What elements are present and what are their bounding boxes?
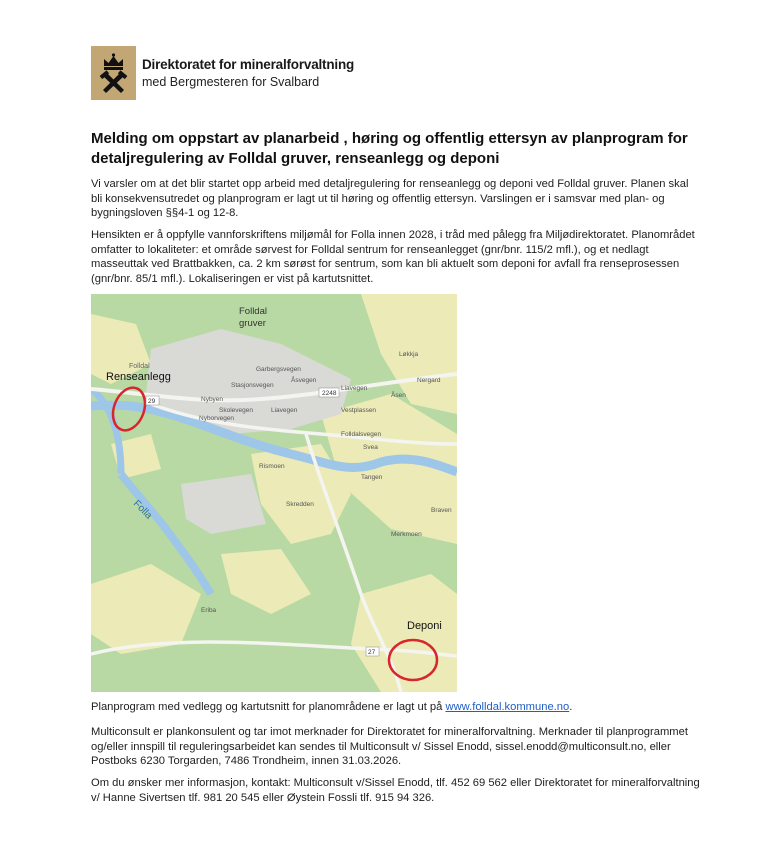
map-label-merkmoen: Merkmoen [391, 531, 422, 538]
map-label-folldalsvegen: Folldalsvegen [341, 431, 382, 438]
map-label-liavegen-2: Liavegen [341, 385, 368, 392]
kommune-link[interactable]: www.folldal.kommune.no [445, 701, 570, 713]
location-map [91, 294, 457, 692]
page-title: Melding om oppstart av planarbeid , høring og offentlig ettersyn av planprogram for detaljregulering av Folldal gruver, renseanlegg og deponi [91, 130, 688, 167]
org-name: Direktoratet for mineralforvaltning [142, 56, 355, 72]
road-badge-27 [366, 647, 379, 656]
planprogram-text: Planprogram med vedlegg og kartutsnitt for planområdene er lagt ut på [91, 701, 446, 713]
map-label-folldal: Folldal [129, 363, 150, 370]
map-label-eriba: Eriba [201, 607, 217, 614]
map-label-lokkja: Løkkja [399, 351, 419, 358]
map-label-rismoen: Rismoen [259, 463, 285, 470]
map-label-garbergsvegen: Garbergsvegen [256, 366, 301, 373]
map-label-stasjonsvegen: Stasjonsvegen [231, 382, 274, 389]
map-label-deponi: Deponi [407, 620, 442, 632]
intro-paragraph: Vi varsler om at det blir startet opp arbeid med detaljregulering for renseanlegg og deponi ved Folldal gruver. Planen skal bli konsekvensutredet og planprogram er lagt ut til høring og offentlig ettersyn. Varslingen er i samsvar med plan- og bygningsloven §§4-1 og 12-8. [91, 178, 689, 220]
purpose-paragraph: Hensikten er å oppfylle vannforskriftens miljømål for Folla innen 2028, i tråd med pålegg fra Miljødirektoratet. Planområdet omfatter to lokaliteter: et område sørvest for Folldal sentrum for renseanlegget (gnr/bnr. 115/2 mfl.), og et nedlagt masseuttak ved Brattbakken, ca. 2 km sørøst for sentrum, som kan bli aktuelt som deponi for avfall fra renseprosessen (gnr/bnr. 85/1 mfl.). Lokaliseringen er vist på kartutsnittet. [91, 229, 695, 285]
svg-text:29: 29 [148, 398, 156, 405]
map-label-folla: Folla [130, 498, 154, 522]
svg-text:27: 27 [368, 649, 376, 656]
map-label-tangen: Tangen [361, 474, 383, 481]
planprogram-end: . [569, 701, 573, 713]
map-label-skolevegen: Skolevegen [219, 407, 253, 414]
svg-text:2248: 2248 [322, 390, 337, 397]
org-subtitle: med Bergmesteren for Svalbard [142, 74, 320, 89]
map-label-nergard: Nergard [417, 377, 441, 384]
road-badge-2248 [319, 388, 339, 397]
map-label-renseanlegg: Renseanlegg [106, 371, 171, 383]
map-label-nyborvegen: Nyborvegen [199, 415, 235, 422]
consultant-paragraph: Multiconsult er plankonsulent og tar imot merknader for Direktoratet for mineralforvaltning. Merknader til planprogrammet og/eller innspill til reguleringsarbeidet kan sendes til Multiconsult v/ Sissel Enodd, sissel.enodd@multiconsult.no, eller Postboks 6230 Torgarden, 7486 Trondheim, innen 31.03.2026. [91, 726, 688, 768]
map-label-aasen: Åsen [391, 392, 406, 399]
map-label-skredden: Skredden [286, 501, 314, 508]
map-label-vestplassen: Vestplassen [341, 407, 377, 414]
map-label-braven: Braven [431, 507, 452, 514]
map-label-folldal-gruver: Folldal [239, 306, 267, 317]
map-label-liavegen-1: Liavegen [271, 407, 298, 414]
road-badge-29 [146, 396, 159, 405]
org-logo [91, 46, 354, 100]
planprogram-paragraph [91, 700, 701, 715]
map-label-nybyen: Nybyen [201, 396, 224, 403]
contact-paragraph: Om du ønsker mer informasjon, kontakt: Multiconsult v/Sissel Enodd, tlf. 452 69 562 eller Direktoratet for mineralforvaltning v/ Hanne Sivertsen tlf. 981 20 545 eller Øystein Fossli tlf. 915 94 326. [91, 777, 700, 804]
crown-hammers-icon [91, 46, 136, 100]
map-label-aasvegen: Åsvegen [291, 377, 317, 384]
map-label-svea: Svea [363, 444, 378, 451]
map-label-gruver: gruver [239, 318, 266, 329]
